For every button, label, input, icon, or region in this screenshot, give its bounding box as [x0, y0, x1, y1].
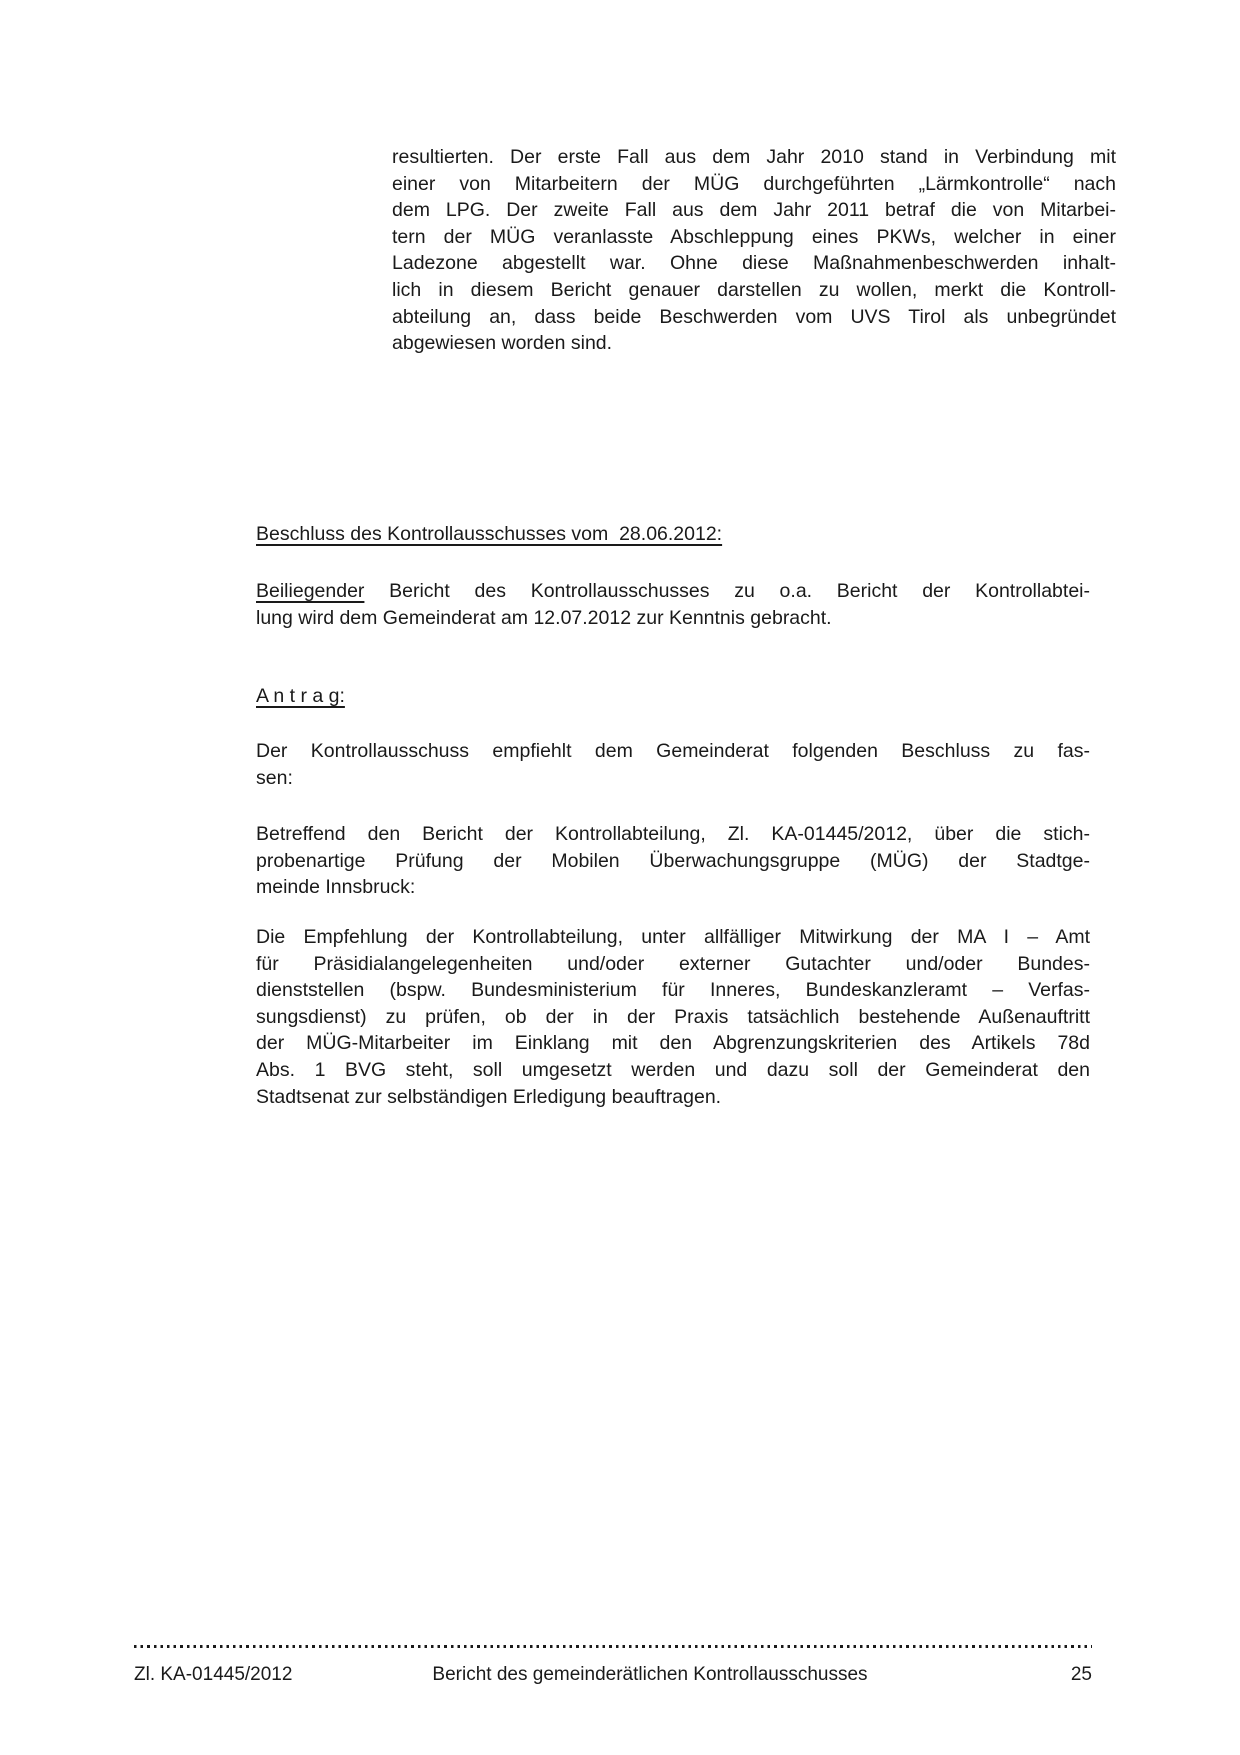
text-line: Betreffend den Bericht der Kontrollabteilung, Zl. KA-01445/2012, über die stich- [256, 823, 1090, 845]
beschluss-heading: Beschluss des Kontrollausschusses vom 28.06.2012: [256, 523, 723, 545]
text-line: sungsdienst) zu prüfen, ob der in der Praxis tatsächlich bestehende Außenauftritt [256, 1005, 1090, 1028]
text-line: Die Empfehlung der Kontrollabteilung, unter allfälliger Mitwirkung der MA I – Amt [256, 926, 1090, 948]
text-line: dienststellen (bspw. Bundesministerium für Inneres, Bundeskanzleramt – Verfas- [256, 979, 1090, 1002]
underlined-word: Beiliegender [256, 580, 365, 602]
antrag-heading: A n t r a g: [256, 685, 345, 707]
text-line-rest: Bericht des Kontrollausschusses zu o.a. Bericht der Kontrollabtei- [364, 580, 1090, 602]
text-line: abteilung an, dass beide Beschwerden vom UVS Tirol als unbegründet [392, 305, 1116, 328]
text-line: probenartige Prüfung der Mobilen Überwachungsgruppe (MÜG) der Stadtge- [256, 849, 1090, 872]
text-line: tern der MÜG veranlasste Abschleppung eines PKWs, welcher in einer [392, 225, 1116, 248]
text-line: Der Kontrollausschuss empfiehlt dem Gemeinderat folgenden Beschluss zu fas- [256, 740, 1090, 762]
beschluss-paragraph [256, 578, 1090, 631]
page-footer [134, 1662, 1092, 1688]
text-line: sen: [256, 766, 293, 789]
text-line: dem LPG. Der zweite Fall aus dem Jahr 2011 betraf die von Mitarbei- [392, 199, 1116, 222]
text-line: lich in diesem Bericht genauer darstellen zu wollen, merkt die Kontroll- [392, 278, 1116, 301]
quote-paragraph [392, 144, 1116, 357]
text-line: Abs. 1 BVG steht, soll umgesetzt werden und dazu soll der Gemeinderat den [256, 1058, 1090, 1081]
text-line: lung wird dem Gemeinderat am 12.07.2012 zur Kenntnis gebracht. [256, 606, 832, 629]
text-line: Stadtsenat zur selbständigen Erledigung beauftragen. [256, 1085, 722, 1108]
empfehlung-paragraph [256, 924, 1090, 1110]
text-line: meinde Innsbruck: [256, 876, 416, 899]
text-line: resultierten. Der erste Fall aus dem Jahr 2010 stand in Verbindung mit [392, 146, 1116, 168]
text-line: der MÜG-Mitarbeiter im Einklang mit den Abgrenzungskriterien des Artikels 78d [256, 1032, 1090, 1055]
empfiehlt-paragraph [256, 738, 1090, 791]
footer-document-number: Zl. KA-01445/2012 [134, 1664, 293, 1685]
footer-page-number: 25 [1070, 1664, 1092, 1685]
footer-document-title: Bericht des gemeinderätlichen Kontrollausschusses [432, 1664, 868, 1685]
text-line [256, 578, 1090, 605]
text-line: Ladezone abgestellt war. Ohne diese Maßnahmenbeschwerden inhalt- [392, 252, 1116, 275]
text-line: einer von Mitarbeitern der MÜG durchgeführten „Lärmkontrolle“ nach [392, 172, 1116, 195]
betreffend-paragraph [256, 821, 1090, 901]
footer-dotted-rule [134, 1645, 1092, 1648]
text-line: für Präsidialangelegenheiten und/oder externer Gutachter und/oder Bundes- [256, 952, 1090, 975]
text-line: abgewiesen worden sind. [392, 332, 613, 355]
